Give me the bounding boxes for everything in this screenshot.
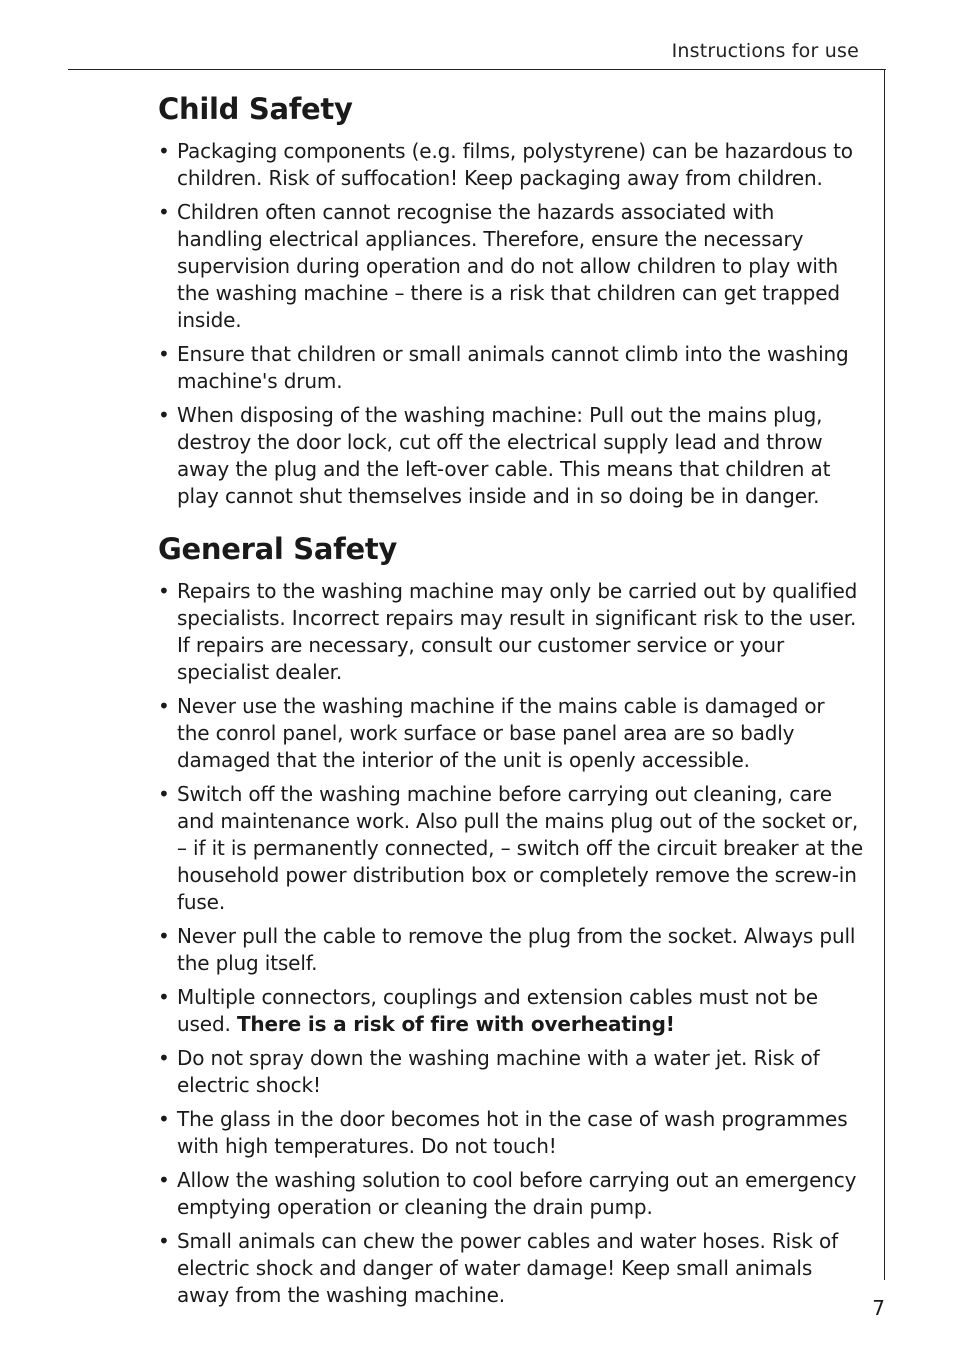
list-item <box>158 781 863 916</box>
bullet-icon: • <box>158 342 170 366</box>
bullet-icon: • <box>158 782 170 806</box>
list-item-text: Ensure that children or small animals cannot climb into the washing machine's drum. <box>177 342 849 393</box>
list-item-text: Never pull the cable to remove the plug from the socket. Always pull the plug itself. <box>177 924 856 975</box>
list-item <box>158 1228 863 1309</box>
list-item <box>158 984 863 1038</box>
bullet-icon: • <box>158 139 170 163</box>
list-item <box>158 1167 863 1221</box>
general-safety-list <box>158 578 863 1309</box>
general-safety-heading: General Safety <box>158 532 398 566</box>
list-item <box>158 199 863 334</box>
list-item <box>158 138 863 192</box>
list-item-text: Multiple connectors, couplings and extension cables must not be used. <box>177 985 818 1036</box>
bullet-icon: • <box>158 924 170 948</box>
bullet-icon: • <box>158 1168 170 1192</box>
bullet-icon: • <box>158 985 170 1009</box>
list-item-text: Allow the washing solution to cool before carrying out an emergency emptying operation or cleaning the drain pump. <box>177 1168 857 1219</box>
bullet-icon: • <box>158 1229 170 1253</box>
running-header: Instructions for use <box>671 40 859 62</box>
page-number: 7 <box>872 1296 885 1320</box>
bullet-icon: • <box>158 694 170 718</box>
list-item-text: Children often cannot recognise the hazards associated with handling electrical appliances. Therefore, ensure the necessary supervision during operation and do not allow children to play with the washing machine – there is a risk that children can get trapped inside. <box>177 200 840 332</box>
list-item <box>158 402 863 510</box>
child-safety-heading: Child Safety <box>158 92 353 126</box>
list-item <box>158 693 863 774</box>
bullet-icon: • <box>158 579 170 603</box>
margin-rule <box>884 69 885 1280</box>
bullet-icon: • <box>158 1046 170 1070</box>
list-item <box>158 341 863 395</box>
bullet-icon: • <box>158 403 170 427</box>
list-item-text: Repairs to the washing machine may only be carried out by qualified specialists. Incorrect repairs may result in significant risk to the user. If repairs are necessary, consult our customer service or your specialist dealer. <box>177 579 858 684</box>
list-item <box>158 1045 863 1099</box>
list-item <box>158 923 863 977</box>
fire-warning: There is a risk of fire with overheating! <box>236 1012 675 1036</box>
list-item-text: Small animals can chew the power cables and water hoses. Risk of electric shock and danger of water damage! Keep small animals away from the washing machine. <box>177 1229 838 1307</box>
list-item <box>158 1106 863 1160</box>
list-item-text: Do not spray down the washing machine with a water jet. Risk of electric shock! <box>177 1046 820 1097</box>
bullet-icon: • <box>158 1107 170 1131</box>
list-item-text: The glass in the door becomes hot in the case of wash programmes with high temperatures. Do not touch! <box>177 1107 848 1158</box>
page-content <box>158 92 863 1316</box>
list-item <box>158 578 863 686</box>
list-item-text: Packaging components (e.g. films, polystyrene) can be hazardous to children. Risk of suffocation! Keep packaging away from children. <box>177 139 853 190</box>
child-safety-list <box>158 138 863 510</box>
list-item-text: Never use the washing machine if the mains cable is damaged or the conrol panel, work surface or base panel area are so badly damaged that the interior of the unit is openly accessible. <box>177 694 825 772</box>
bullet-icon: • <box>158 200 170 224</box>
header-rule <box>68 69 886 70</box>
list-item-text: When disposing of the washing machine: Pull out the mains plug, destroy the door lock, cut off the electrical supply lead and throw away the plug and the left-over cable. This means that children at play cannot shut themselves inside and in so doing be in danger. <box>177 403 831 508</box>
list-item-text: Switch off the washing machine before carrying out cleaning, care and maintenance work. Also pull the mains plug out of the socket or, – if it is permanently connected, – switch off the circuit breaker at the household power distribution box or completely remove the screw-in fuse. <box>177 782 864 914</box>
